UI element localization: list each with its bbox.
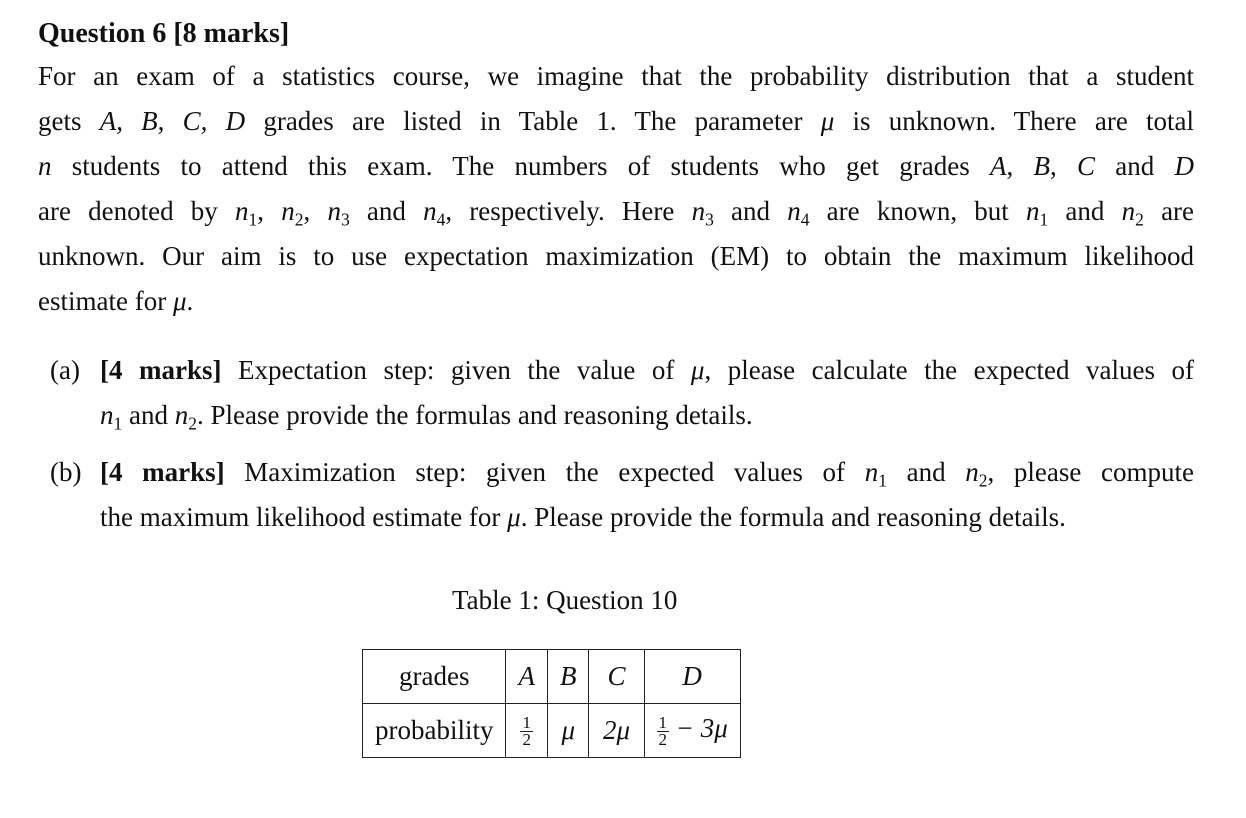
table-row-grades <box>363 650 741 704</box>
table-cell-grade-c: C <box>589 650 644 704</box>
math-D: D <box>1174 151 1195 181</box>
intro-text: and <box>1048 196 1122 226</box>
part-text: Maximization step: given the expected values of <box>224 457 865 487</box>
table-cell-prob-d <box>644 704 740 758</box>
intro-line-4 <box>38 189 1194 234</box>
intro-line-5 <box>38 234 1194 279</box>
fraction-denominator: 2 <box>658 729 667 749</box>
table-header-probability: probability <box>363 704 506 758</box>
intro-text: and <box>349 196 424 226</box>
fraction-numerator: 1 <box>522 712 531 732</box>
part-a-label: (a) <box>50 355 80 385</box>
math-mu: μ <box>820 106 835 136</box>
subscript: 2 <box>294 209 304 230</box>
table-row-probability <box>363 704 741 758</box>
math-B: B <box>1033 151 1050 181</box>
part-text: the maximum likelihood estimate for <box>100 502 508 532</box>
part-text: Expectation step: given the value of <box>221 355 691 385</box>
math-n4: n <box>423 196 437 226</box>
table-header-grades: grades <box>363 650 506 704</box>
table-cell-grade-a: A <box>506 650 548 704</box>
math-n2: n <box>174 400 189 430</box>
math-n3: n <box>691 196 706 226</box>
part-b-marks: [4 marks] <box>100 457 225 487</box>
intro-text: , <box>1006 151 1034 181</box>
table-cell-prob-b: μ <box>547 704 589 758</box>
part-a-marks: [4 marks] <box>100 355 222 385</box>
fraction-denominator: 2 <box>522 729 531 749</box>
math-grades: A, B, C, D <box>99 106 246 136</box>
math-mu: μ <box>172 286 187 316</box>
intro-text: , <box>303 196 328 226</box>
part-text: . Please provide the formulas and reasoning details. <box>197 400 753 430</box>
math-n1: n <box>864 457 879 487</box>
part-b <box>38 450 1194 540</box>
part-a-line-2 <box>100 393 1194 438</box>
question-intro <box>38 54 1194 324</box>
intro-line-2 <box>38 99 1194 144</box>
part-text: , please calculate the expected values of <box>704 355 1194 385</box>
intro-line-1 <box>38 54 1194 99</box>
intro-text: . <box>186 286 194 316</box>
intro-line-6 <box>38 279 1194 324</box>
grades-table <box>362 649 741 758</box>
math-n2: n <box>1121 196 1136 226</box>
fraction-numerator: 1 <box>658 712 667 732</box>
subscript: 1 <box>1039 209 1049 230</box>
question-parts <box>38 348 1194 540</box>
intro-text: and <box>1095 151 1175 181</box>
subscript: 3 <box>705 209 714 230</box>
intro-text: and <box>713 196 788 226</box>
math-mu: μ <box>507 502 521 532</box>
intro-line-3 <box>38 144 1194 189</box>
math-C: C <box>1077 151 1096 181</box>
intro-text: is unknown. There are total <box>834 106 1195 136</box>
subscript: 1 <box>248 209 258 230</box>
fraction-half <box>520 712 533 749</box>
part-a <box>38 348 1194 438</box>
intro-text: are <box>1143 196 1195 226</box>
subscript: 3 <box>340 209 350 230</box>
part-text: and <box>886 457 966 487</box>
math-n: n <box>38 151 52 181</box>
fraction-half <box>657 712 670 749</box>
part-b-line-2 <box>100 495 1194 540</box>
subscript: 1 <box>878 470 887 491</box>
subscript: 4 <box>800 209 810 230</box>
intro-text: unknown. Our aim is to use expectation maximization (EM) to obtain the maximum likelihood <box>38 241 1194 271</box>
part-a-line-1 <box>100 348 1194 393</box>
intro-text: gets <box>38 106 100 136</box>
subscript: 2 <box>1135 209 1144 230</box>
math-A: A <box>989 151 1007 181</box>
math-mu: μ <box>690 355 705 385</box>
intro-text: , <box>257 196 282 226</box>
math-n1: n <box>1025 196 1040 226</box>
math-n3: n <box>327 196 341 226</box>
part-b-label: (b) <box>50 457 82 487</box>
math-n4: n <box>787 196 801 226</box>
math-n2: n <box>965 457 979 487</box>
prob-d-expression: − 3μ <box>669 713 728 744</box>
intro-text: estimate for <box>38 286 173 316</box>
table-cell-prob-c: 2μ <box>589 704 644 758</box>
table-cell-grade-d: D <box>644 650 740 704</box>
math-n2: n <box>281 196 295 226</box>
intro-text: grades are listed in Table 1. The parameter <box>245 106 821 136</box>
intro-text: are denoted by <box>38 196 236 226</box>
table-cell-prob-a <box>506 704 548 758</box>
table-caption: Table 1: Question 10 <box>452 585 678 615</box>
part-text: , please compute <box>987 457 1195 487</box>
math-n1: n <box>100 400 114 430</box>
math-n1: n <box>235 196 249 226</box>
intro-text: , <box>1049 151 1077 181</box>
intro-text: students to attend this exam. The numbers of students who get grades <box>51 151 990 181</box>
question-page <box>38 14 1194 552</box>
part-b-line-1 <box>100 450 1194 495</box>
intro-text: , respectively. Here <box>445 196 692 226</box>
part-text: and <box>122 400 175 430</box>
subscript: 2 <box>188 413 198 434</box>
question-title: Question 6 [8 marks] <box>38 18 290 49</box>
subscript: 2 <box>978 470 988 491</box>
intro-text: For an exam of a statistics course, we imagine that the probability distribution that a student <box>38 61 1194 91</box>
part-text: . Please provide the formula and reasoning details. <box>520 502 1066 532</box>
intro-text: are known, but <box>809 196 1026 226</box>
subscript: 4 <box>436 209 446 230</box>
table-cell-grade-b: B <box>547 650 589 704</box>
subscript: 1 <box>113 413 123 434</box>
